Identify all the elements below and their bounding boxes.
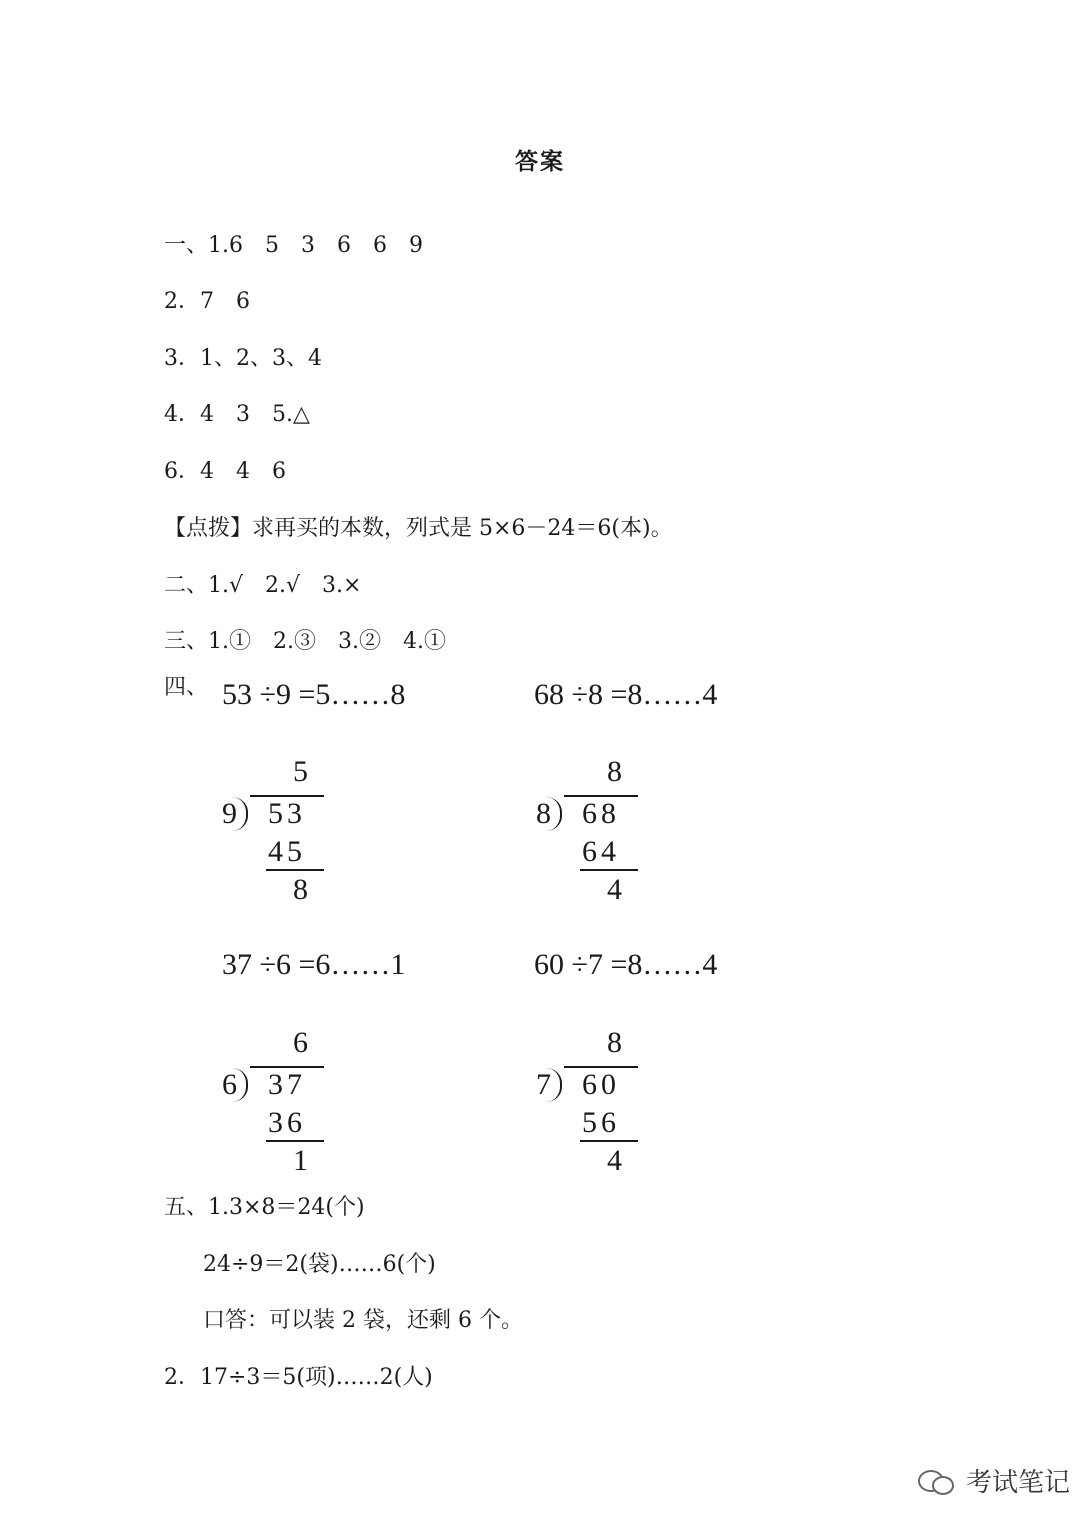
section-4-label: 四、 [164, 675, 209, 700]
answer-line-1: 一、1.6 5 3 6 6 9 [164, 233, 423, 258]
remainder: 8 [293, 873, 312, 906]
watermark-text: 考试笔记 [966, 1468, 1071, 1498]
subtraction-bar [266, 869, 324, 871]
divisor: 6 [222, 1068, 241, 1101]
product: 56 [582, 1106, 620, 1139]
remainder: 4 [607, 873, 626, 906]
answer-line-5: 6．4 4 6 [164, 459, 286, 484]
answer-line-4: 4．4 3 5.△ [164, 402, 310, 427]
equation-37-6: 37 ÷6 =6……1 [222, 948, 406, 981]
quotient: 5 [293, 755, 312, 788]
division-bracket [232, 1068, 248, 1102]
division-bracket [232, 797, 248, 831]
section-5-line-3: 2．17÷3＝5(项)……2(人) [164, 1365, 433, 1390]
divisor: 7 [536, 1068, 555, 1101]
wechat-icon [918, 1468, 958, 1494]
section-3-line: 三、1.① 2.③ 3.② 4.① [164, 629, 446, 654]
dividend: 68 [582, 797, 620, 830]
equation-53-9: 53 ÷9 =5……8 [222, 678, 406, 711]
section-5-line-2: 24÷9＝2(袋)……6(个) [203, 1252, 436, 1277]
subtraction-bar [580, 1140, 638, 1142]
section-2-line: 二、1.√ 2.√ 3.× [164, 573, 362, 598]
quotient: 8 [607, 755, 626, 788]
equation-60-7: 60 ÷7 =8……4 [534, 948, 718, 981]
product: 64 [582, 835, 620, 868]
division-bracket [546, 797, 562, 831]
quotient: 6 [293, 1026, 312, 1059]
answer-line-2: 2．7 6 [164, 289, 250, 314]
section-5-line-1: 五、1.3×8＝24(个) [164, 1195, 365, 1220]
remainder: 4 [607, 1144, 626, 1177]
product: 45 [268, 835, 306, 868]
subtraction-bar [580, 869, 638, 871]
hint-line: 【点拨】求再买的本数，列式是 5×6－24＝6(本)。 [164, 516, 673, 541]
section-5-answer: 口答：可以装 2 袋，还剩 6 个。 [203, 1308, 523, 1333]
answer-line-3: 3．1、2、3、4 [164, 346, 322, 371]
quotient: 8 [607, 1026, 626, 1059]
subtraction-bar [266, 1140, 324, 1142]
divisor: 8 [536, 797, 555, 830]
divisor: 9 [222, 797, 241, 830]
dividend: 37 [268, 1068, 306, 1101]
watermark [918, 1462, 1070, 1499]
dividend: 60 [582, 1068, 620, 1101]
page-title: 答案 [515, 149, 565, 175]
product: 36 [268, 1106, 306, 1139]
equation-68-8: 68 ÷8 =8……4 [534, 678, 718, 711]
dividend: 53 [268, 797, 306, 830]
remainder: 1 [293, 1144, 312, 1177]
division-bracket [546, 1068, 562, 1102]
